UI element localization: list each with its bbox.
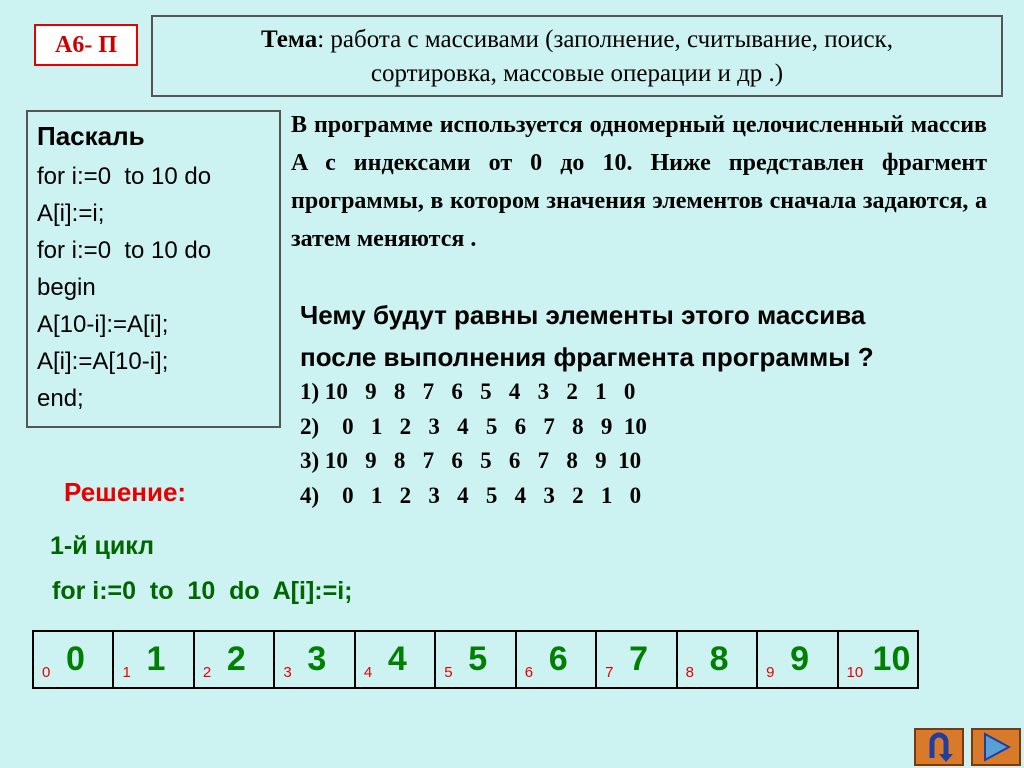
array-value: 7 (629, 640, 649, 678)
array-index: 10 (846, 664, 864, 681)
array-index: 7 (605, 664, 614, 681)
task-description: В программе используется одномерный целочисленный массив A с индексами от 0 до 10. Ниже представлен фрагмент программы, в котором значения элементов сначала задаются, а затем меняются . (291, 112, 987, 252)
question (300, 294, 1000, 378)
array-value: 2 (226, 640, 246, 678)
topic-line1: : работа с массивами (заполнение, считывание, поиск, (317, 26, 893, 53)
cycle-label: 1-й цикл (50, 532, 154, 560)
array-value: 1 (146, 640, 166, 678)
code-header: Паскаль (37, 121, 145, 151)
array-cell (436, 632, 516, 687)
array-value: 6 (548, 640, 568, 678)
array-value: 9 (790, 640, 809, 678)
question-line2: после выполнения фрагмента программы ? (300, 342, 874, 372)
topic-label: Тема (261, 26, 318, 53)
array-value: 5 (468, 640, 488, 678)
array-index: 0 (42, 664, 51, 681)
loop-code: for i:=0 to 10 do A[i]:=i; (52, 577, 353, 605)
topic-line2: сортировка, массовые операции и др .) (370, 60, 784, 87)
code-line: end; (37, 385, 84, 412)
array-index: 1 (122, 664, 131, 681)
code-line: for i:=0 to 10 do (37, 163, 212, 190)
answer-option-3[interactable]: 3) 10 9 8 7 6 5 6 7 8 9 10 (300, 448, 642, 473)
code-line: A[i]:=A[10-i]; (37, 348, 169, 375)
array-cell (517, 632, 597, 687)
question-line1: Чему будут равны элементы этого массива (300, 300, 866, 330)
slide-badge: А6- П (34, 24, 138, 66)
array-index: 6 (524, 664, 534, 681)
answer-options (300, 375, 647, 513)
array-value: 4 (387, 640, 407, 678)
array-cell (195, 632, 275, 687)
return-icon (922, 732, 956, 762)
answer-option-2[interactable]: 2) 0 1 2 3 4 5 6 7 8 9 10 (300, 413, 647, 439)
array-table (32, 630, 919, 689)
array-cell (758, 632, 838, 687)
code-line: A[10-i]:=A[i]; (37, 311, 169, 338)
array-index: 2 (202, 664, 212, 681)
array-value: 3 (307, 640, 327, 678)
play-icon (979, 732, 1013, 762)
array-value: 8 (709, 640, 729, 678)
solution-label: Решение: (64, 477, 187, 507)
array-cell (275, 632, 355, 687)
array-index: 5 (444, 664, 453, 681)
answer-option-4[interactable]: 4) 0 1 2 3 4 5 4 3 2 1 0 (300, 482, 642, 508)
array-cell (34, 632, 114, 687)
array-index: 9 (766, 664, 775, 681)
answer-option-1[interactable]: 1) 10 9 8 7 6 5 4 3 2 1 0 (300, 379, 636, 404)
next-button[interactable] (971, 728, 1021, 766)
pascal-code-box (26, 110, 281, 428)
array-index: 4 (363, 664, 373, 681)
array-cell (356, 632, 436, 687)
array-cell (839, 632, 917, 687)
topic-box (151, 15, 1003, 97)
array-cell (114, 632, 194, 687)
array-index: 3 (283, 664, 292, 681)
array-index: 8 (685, 664, 694, 681)
array-value: 0 (66, 640, 85, 678)
array-cell (678, 632, 758, 687)
code-line: for i:=0 to 10 do (37, 237, 212, 264)
return-button[interactable] (914, 728, 964, 766)
code-line: begin (37, 274, 96, 301)
array-cell (597, 632, 677, 687)
code-line: A[i]:=i; (37, 200, 105, 227)
array-value: 10 (872, 640, 911, 678)
